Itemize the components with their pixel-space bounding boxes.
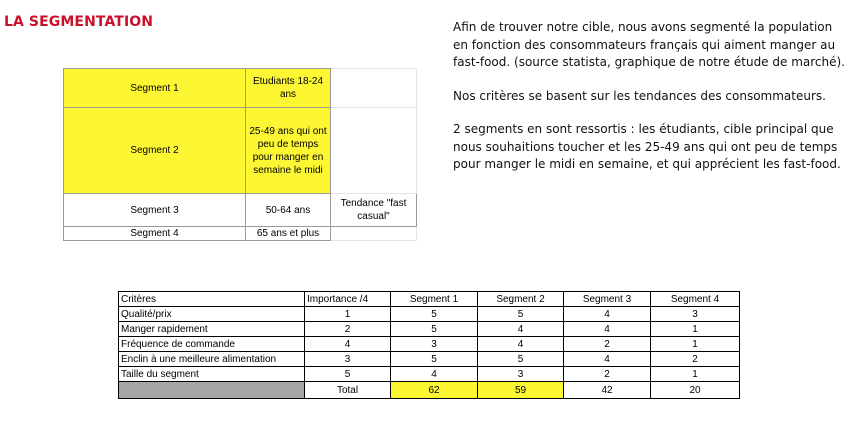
column-header: Segment 4 (651, 292, 740, 307)
segments-table (63, 68, 417, 241)
criteria-table (118, 291, 740, 399)
table-cell: 5 (305, 367, 391, 382)
table-cell: 2 (564, 337, 651, 352)
table-cell: 2 (305, 322, 391, 337)
table-cell: 5 (478, 307, 564, 322)
table-row (119, 307, 740, 322)
segmentation-text (453, 19, 851, 190)
segment-name: Segment 3 (64, 194, 246, 227)
total-cell: 62 (391, 382, 478, 399)
table-row (64, 108, 417, 194)
table-cell: 4 (478, 337, 564, 352)
table-cell: Taille du segment (119, 367, 305, 382)
table-row (119, 352, 740, 367)
table-row (119, 322, 740, 337)
paragraph: Nos critères se basent sur les tendances des consommateurs. (453, 88, 826, 103)
table-cell: 1 (651, 367, 740, 382)
table-cell: 3 (651, 307, 740, 322)
table-cell: Fréquence de commande (119, 337, 305, 352)
segment-note: Tendance "fast casual" (331, 194, 417, 227)
page-title: LA SEGMENTATION (4, 14, 154, 30)
table-row (119, 367, 740, 382)
column-header: Segment 1 (391, 292, 478, 307)
segment-name: Segment 4 (64, 227, 246, 241)
total-row (119, 382, 740, 399)
table-cell: 3 (391, 337, 478, 352)
table-header-row (119, 292, 740, 307)
total-label: Total (305, 382, 391, 399)
segment-description: 65 ans et plus (246, 227, 331, 241)
table-cell: 4 (564, 307, 651, 322)
table-cell: 1 (305, 307, 391, 322)
table-cell: 4 (391, 367, 478, 382)
total-cell: 42 (564, 382, 651, 399)
table-cell: 2 (651, 352, 740, 367)
table-row (64, 69, 417, 108)
table-cell: 4 (478, 322, 564, 337)
table-cell: 4 (564, 322, 651, 337)
paragraph: Afin de trouver notre cible, nous avons segmenté la population en fonction des consommateurs français qui aiment manger au fast-food. (source statista, graphique de notre étude de marché). (453, 20, 845, 69)
table-row (119, 337, 740, 352)
table-cell: 4 (564, 352, 651, 367)
table-cell: Qualité/prix (119, 307, 305, 322)
paragraph: 2 segments en sont ressortis : les étudiants, cible principal que nous souhaitions toucher et les 25-49 ans qui ont peu de temps pour manger le midi en semaine, et qui apprécient les fast-food. (453, 122, 841, 171)
table-cell: 5 (391, 307, 478, 322)
table-cell: 3 (305, 352, 391, 367)
table-row (64, 227, 417, 241)
segment-description: 50-64 ans (246, 194, 331, 227)
segment-name: Segment 2 (64, 108, 246, 194)
segment-note (331, 69, 417, 108)
segment-name: Segment 1 (64, 69, 246, 108)
segment-description: Etudiants 18-24 ans (246, 69, 331, 108)
empty-gray-cell (119, 382, 305, 399)
segment-note (331, 108, 417, 194)
total-cell: 59 (478, 382, 564, 399)
column-header: Segment 2 (478, 292, 564, 307)
column-header: Critères (119, 292, 305, 307)
total-cell: 20 (651, 382, 740, 399)
segment-note (331, 227, 417, 241)
table-cell: 3 (478, 367, 564, 382)
table-row (64, 194, 417, 227)
table-cell: 5 (391, 322, 478, 337)
table-cell: 2 (564, 367, 651, 382)
table-cell: Enclin à une meilleure alimentation (119, 352, 305, 367)
column-header: Importance /4 (305, 292, 391, 307)
column-header: Segment 3 (564, 292, 651, 307)
table-cell: Manger rapidement (119, 322, 305, 337)
table-cell: 1 (651, 322, 740, 337)
table-cell: 4 (305, 337, 391, 352)
table-cell: 5 (478, 352, 564, 367)
table-cell: 1 (651, 337, 740, 352)
segment-description: 25-49 ans qui ont peu de temps pour manger en semaine le midi (246, 108, 331, 194)
table-cell: 5 (391, 352, 478, 367)
